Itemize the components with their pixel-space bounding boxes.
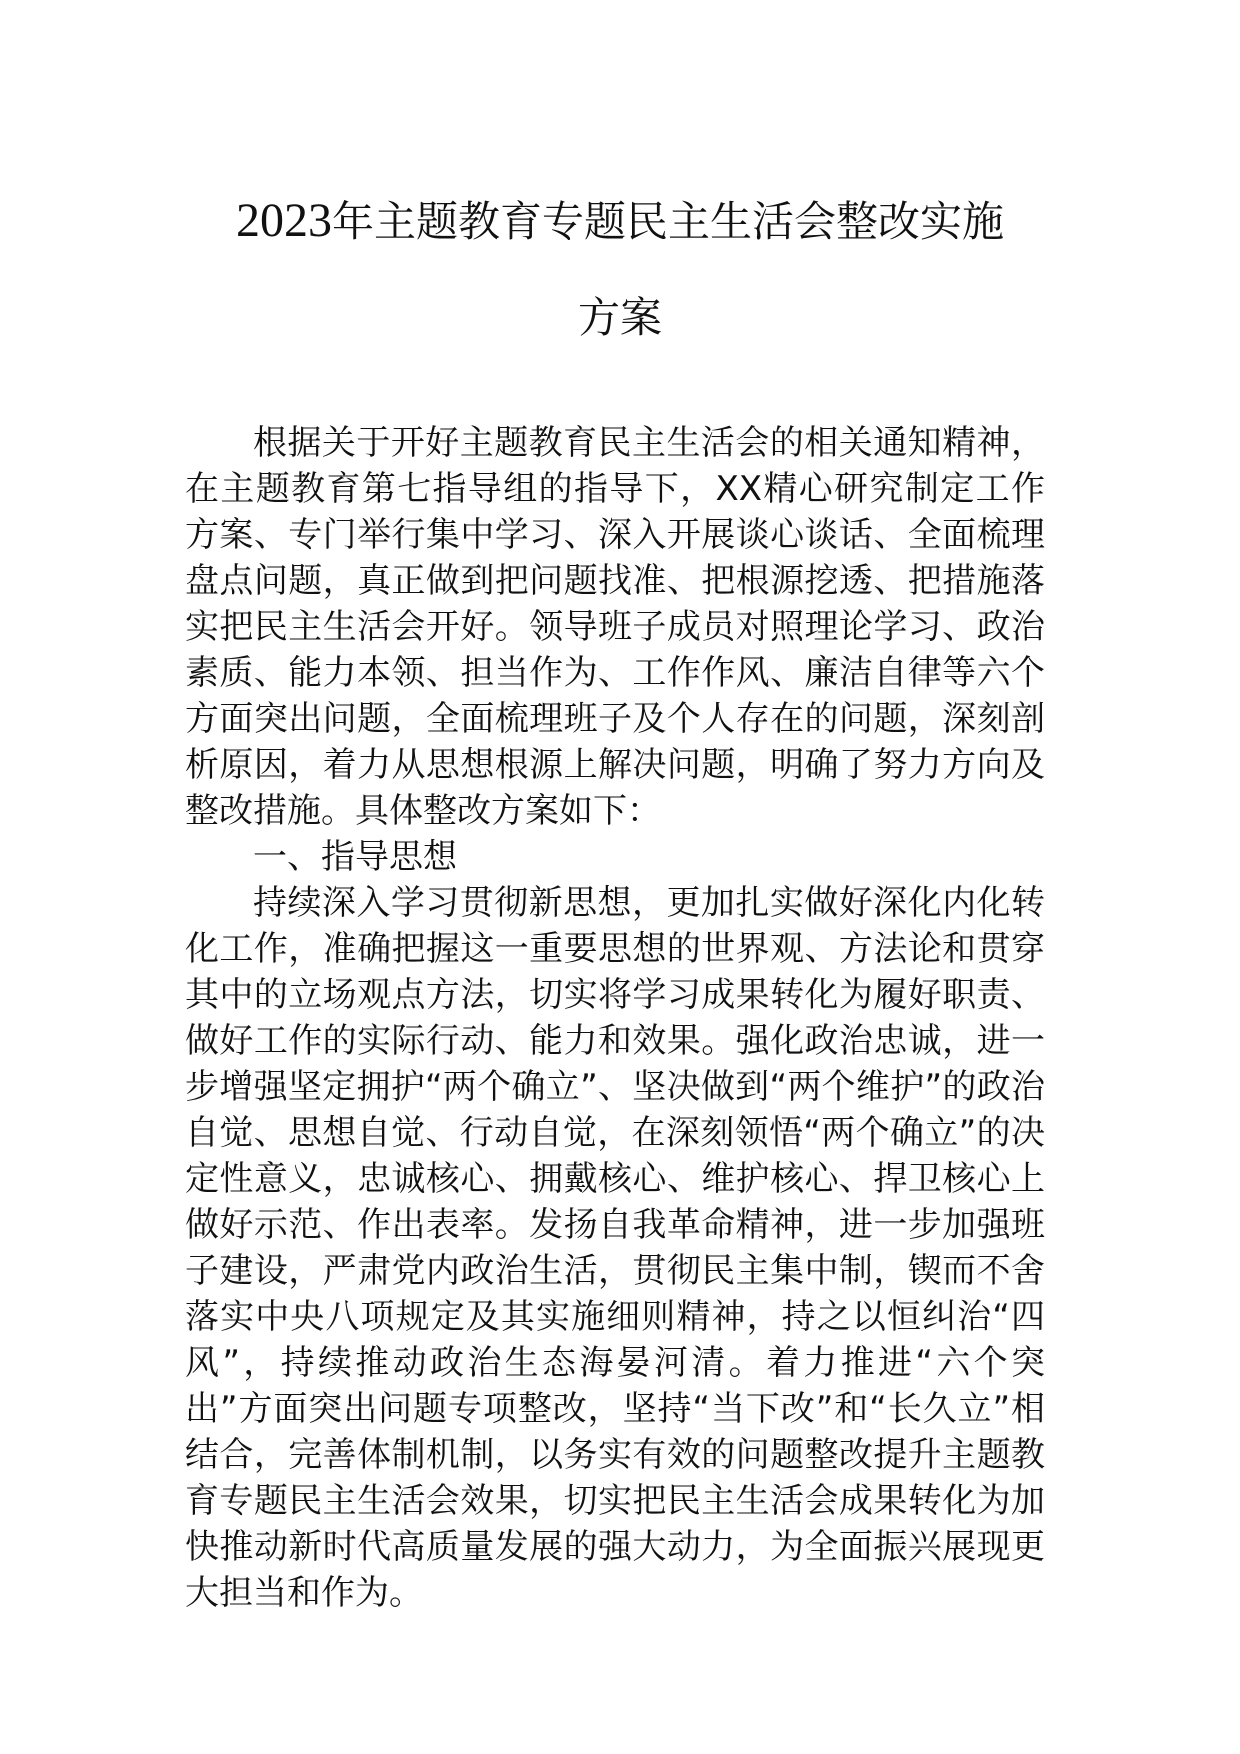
section-heading-guiding-ideology: 一、指导思想 (253, 837, 457, 877)
guiding-ideology-paragraph: 持续深入学习贯彻新思想，更加扎实做好深化内化转化工作，准确把握这一重要思想的世界观、方法论和贯穿其中的立场观点方法，切实将学习成果转化为履好职责、做好工作的实际行动、能力和效果。强化政治忠诚，进一步增强坚定拥护“两个确立”、坚决做到“两个维护”的政治自觉、思想自觉、行动自觉，在深刻领悟“两个确立”的决定性意义，忠诚核心、拥戴核心、维护核心、捍卫核心上做好示范、作出表率。发扬自我革命精神，进一步加强班子建设，严肃党内政治生活，贯彻民主集中制，锲而不舍落实中央八项规定及其实施细则精神，持之以恒纠治“四风”，持续推动政治生态海晏河清。着力推进“六个突出”方面突出问题专项整改，坚持“当下改”和“长久立”相结合，完善体制机制，以务实有效的问题整改提升主题教育专题民主生活会效果，切实把民主生活会成果转化为加快推动新时代高质量发展的强大动力，为全面振兴展现更大担当和作为。 (185, 883, 1045, 1613)
intro-paragraph: 根据关于开好主题教育民主生活会的相关通知精神，在主题教育第七指导组的指导下，XX精心研究制定工作方案、专门举行集中学习、深入开展谈心谈话、全面梳理盘点问题，真正做到把问题找准、把根源挖透、把措施落实把民主生活会开好。领导班子成员对照理论学习、政治素质、能力本领、担当作为、工作作风、廉洁自律等六个方面突出问题，全面梳理班子及个人存在的问题，深刻剖析原因，着力从思想根源上解决问题，明确了努力方向及整改措施。具体整改方案如下： (185, 423, 1045, 831)
document-title-line-2: 方案 (577, 293, 662, 342)
document-title-line-1 (120, 193, 1120, 250)
document-body (185, 420, 1045, 1616)
title-text: 年主题教育专题民主生活会整改实施 (331, 197, 1004, 246)
title-year: 2023 (235, 194, 332, 247)
